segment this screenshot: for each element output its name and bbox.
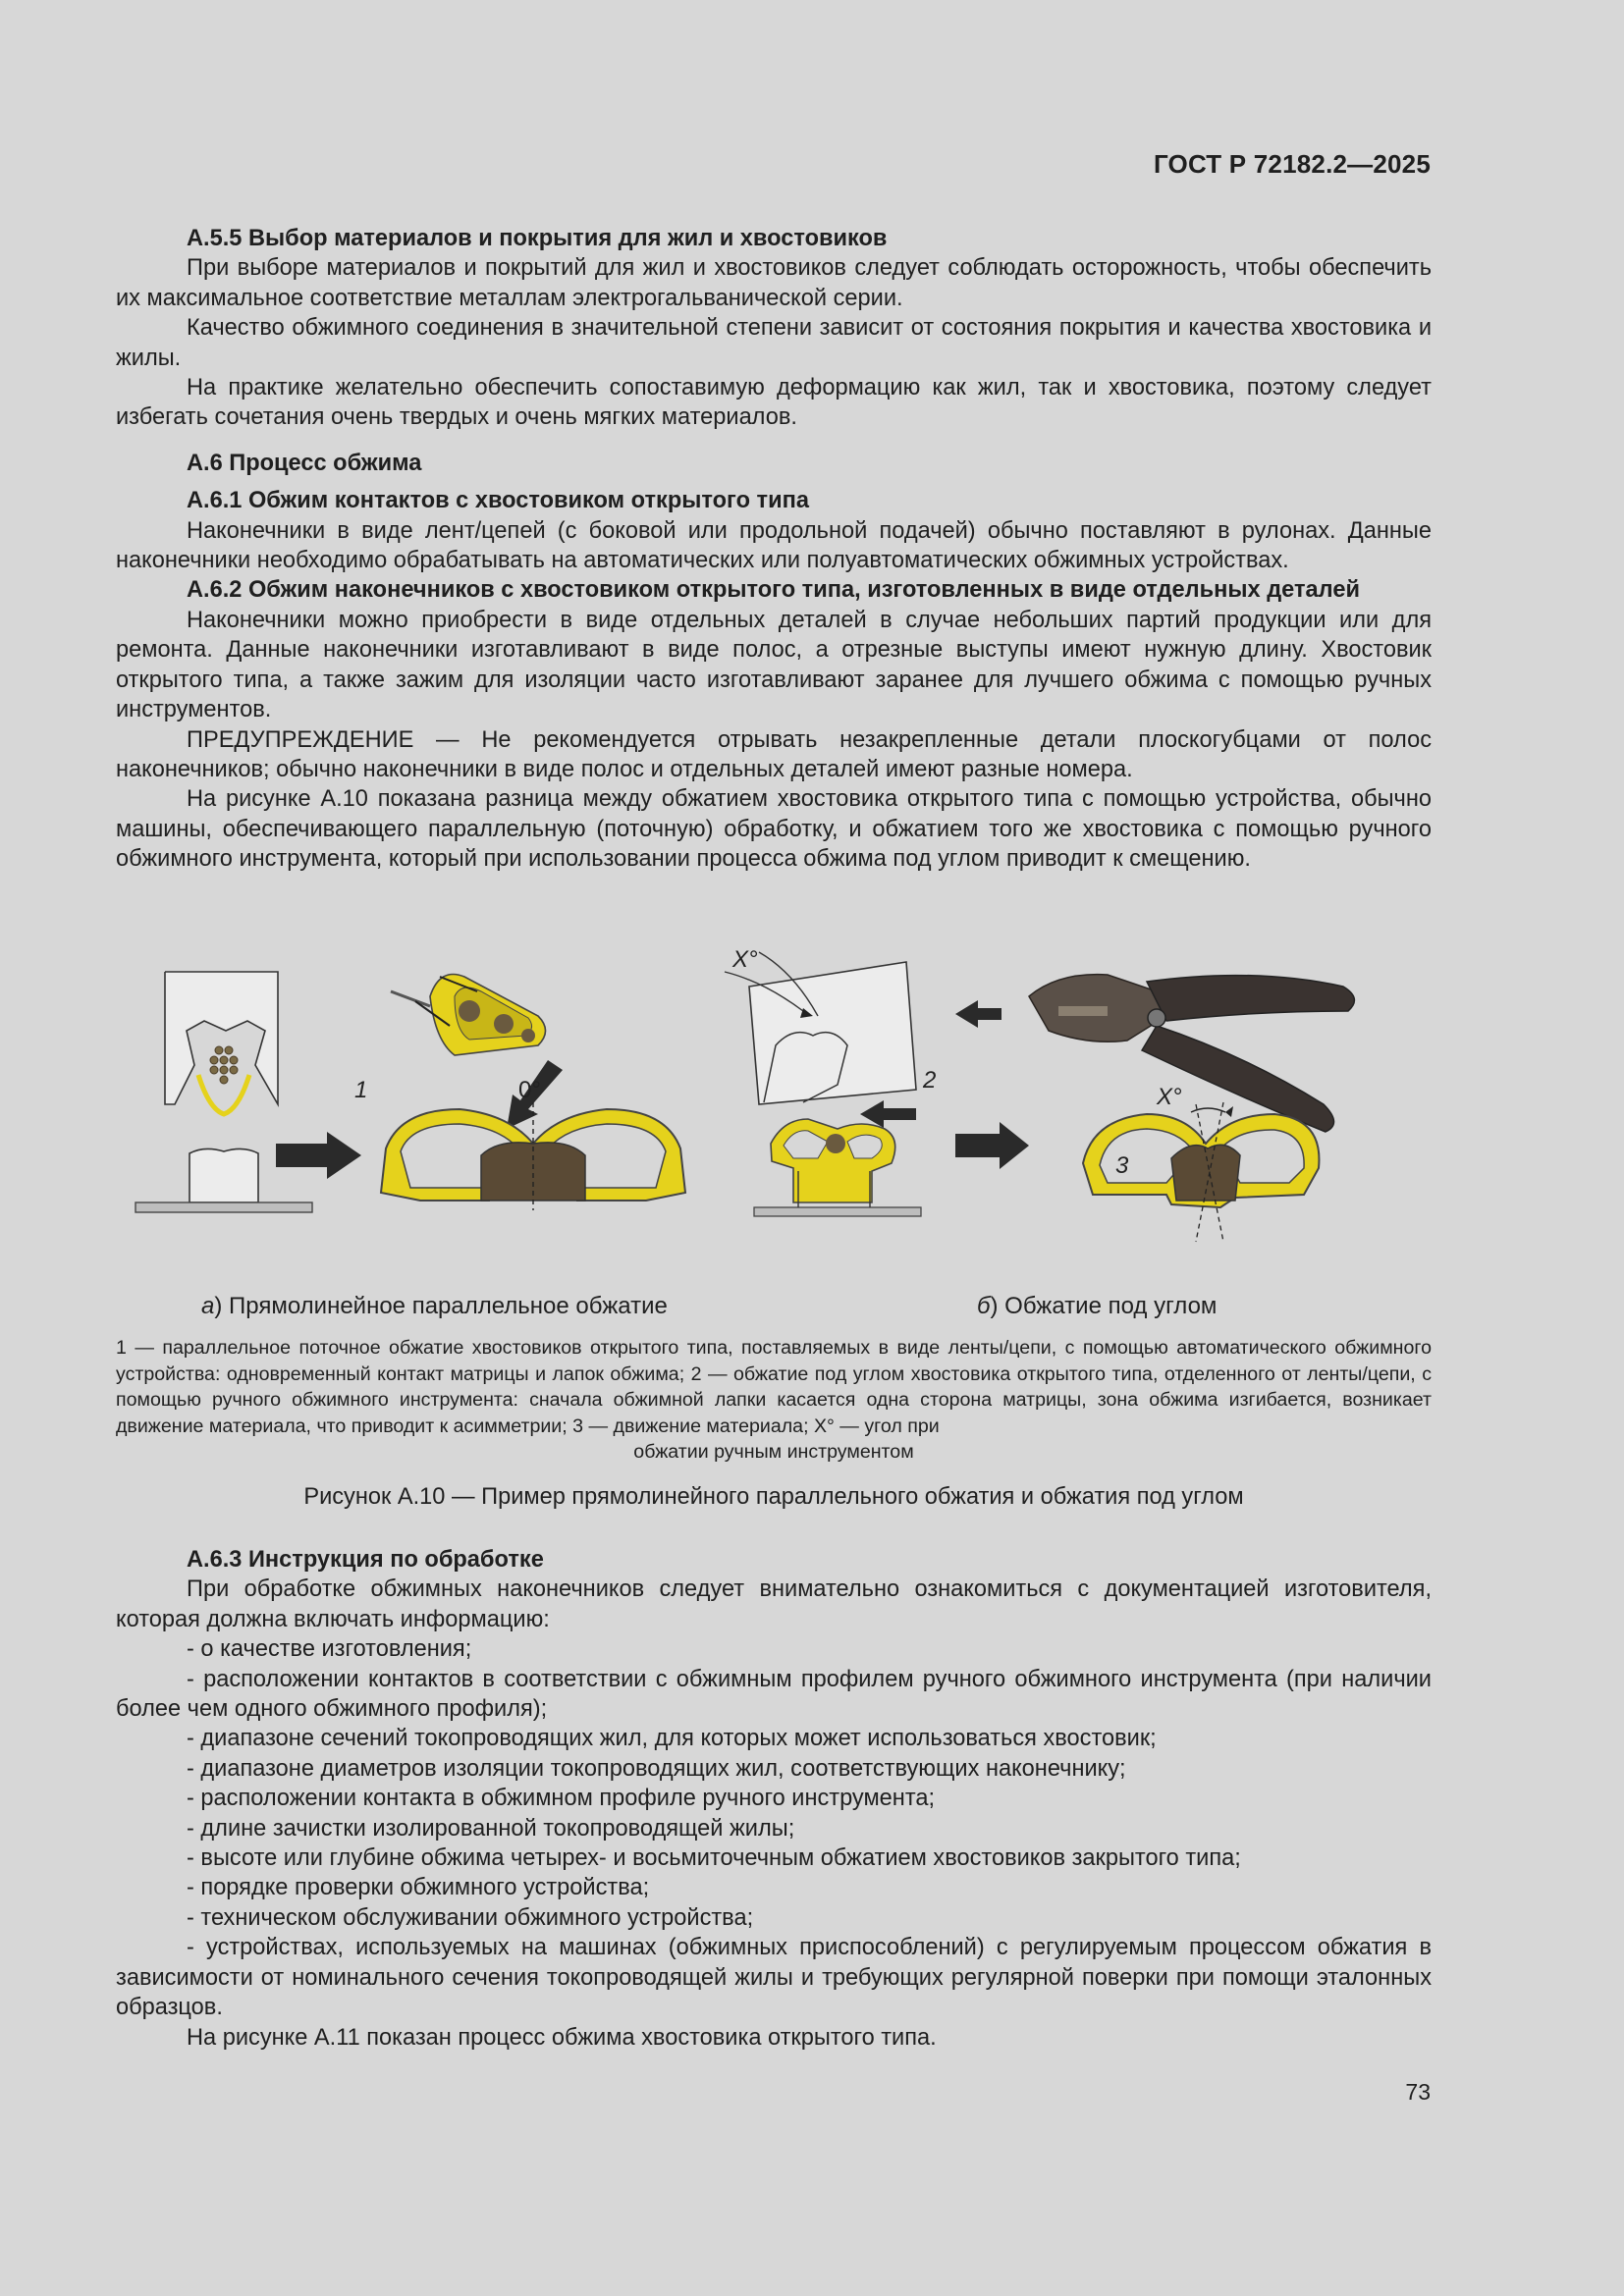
heading-a62: А.6.2 Обжим наконечников с хвостовиком открытого типа, изготовленных в виде отдельных деталей bbox=[187, 577, 1360, 604]
list-item: - расположении контактов в соответствии с обжимным профилем ручного обжимного инструмента (при наличии более чем одного обжимного профиля); bbox=[116, 1666, 1432, 1723]
arrow-icon bbox=[955, 1000, 1001, 1028]
figure-a10-illustration bbox=[116, 937, 1432, 1252]
list-item: - устройствах, используемых на машинах (обжимных приспособлений) с регулируемым процессом обжатия в зависимости от номинального сечения токопроводящей жилы и требующих регулярной поверки при помощи эталонных образцов. bbox=[116, 1935, 1432, 2021]
arrow-icon bbox=[276, 1132, 361, 1179]
figure-legend: 1 — параллельное поточное обжатие хвостовиков открытого типа, поставляемых в виде ленты/цепи, с помощью автоматического обжимного устройства: одновременный контакт матрицы и лапок обжима; 2 — обжатие под углом хвостовика открытого типа, отделенного от ленты/цепи, с помощью ручного обжимного инструмента: сначала обжимной лапки касается одна сторона матрицы, зона обжима изгибается, возникает движение материала, что приводит к асимметрии; 3 — движение материала; X° — угол при обжатии ручным инструментом bbox=[116, 1337, 1432, 1463]
paragraph: Наконечники в виде лент/цепей (с боковой или продольной подачей) обычно поставляют в рулонах. Данные наконечники необходимо обрабатывать на автоматических или полуавтоматических обжимных устройствах. bbox=[116, 517, 1432, 574]
heading-a6: А.6 Процесс обжима bbox=[187, 450, 422, 476]
list-item: - высоте или глубине обжима четырех- и восьмиточечным обжатием хвостовиков закрытого типа; bbox=[187, 1845, 1241, 1872]
list-item: - диапазоне диаметров изоляции токопроводящих жил, соответствующих наконечнику; bbox=[187, 1755, 1126, 1782]
heading-a63: А.6.3 Инструкция по обработке bbox=[187, 1547, 544, 1573]
paragraph: При обработке обжимных наконечников следует внимательно ознакомиться с документацией изготовителя, которая должна включать информацию: bbox=[116, 1576, 1432, 1632]
page-number: 73 bbox=[1405, 2079, 1431, 2105]
label-x-deg-bottom: X° bbox=[1157, 1084, 1182, 1110]
list-item: - расположении контакта в обжимном профиле ручного инструмента; bbox=[187, 1786, 936, 1812]
arrow-icon bbox=[955, 1122, 1029, 1169]
parallel-crimp-cross-section bbox=[381, 1102, 685, 1210]
paragraph: На рисунке А.10 показана разница между обжатием хвостовика открытого типа с помощью устройства, обычно машины, обеспечивающего параллельную (поточную) обработку, и обжатием того же хвостовика с помощью ручного обжимного инструмента, который при использовании процесса обжима под углом приводит к смещению. bbox=[116, 786, 1432, 873]
heading-a55: А.5.5 Выбор материалов и покрытия для жил и хвостовиков bbox=[187, 226, 888, 251]
label-2: 2 bbox=[923, 1067, 937, 1094]
paragraph: Наконечники можно приобрести в виде отдельных деталей в случае небольших партий продукции или для ремонта. Данные наконечники изготавливают в виде полос, а отрезные выступы имеют нужную длину. Хвостовик открытого типа, а также зажим для изоляции часто изготавливают заранее для лучшего обжима с помощью ручных инструментов. bbox=[116, 607, 1432, 723]
paragraph: На рисунке А.11 показан процесс обжима хвостовика открытого типа. bbox=[187, 2024, 937, 2051]
label-1: 1 bbox=[354, 1077, 368, 1103]
text-block-bottom bbox=[116, 1545, 1432, 2053]
list-item: - порядке проверки обжимного устройства; bbox=[187, 1875, 650, 1901]
label-0-deg: 0° bbox=[518, 1077, 541, 1103]
paragraph: На практике желательно обеспечить сопоставимую деформацию как жил, так и хвостовика, поэтому следует избегать сочетания очень твердых и очень мягких материалов. bbox=[116, 375, 1432, 431]
heading-a61: А.6.1 Обжим контактов с хвостовиком открытого типа bbox=[187, 488, 809, 514]
text-block-top bbox=[116, 224, 1432, 875]
list-item: - о качестве изготовления; bbox=[187, 1636, 472, 1663]
parallel-crimp-die bbox=[135, 972, 312, 1212]
paragraph: При выборе материалов и покрытий для жил и хвостовиков следует соблюдать осторожность, чтобы обеспечить их максимальное соответствие металлам электрогальванической серии. bbox=[116, 255, 1432, 311]
list-item: - диапазоне сечений токопроводящих жил, для которых может использоваться хвостовик; bbox=[187, 1726, 1157, 1752]
angled-crimp-die bbox=[725, 946, 921, 1216]
warning-paragraph: ПРЕДУПРЕЖДЕНИЕ — Не рекомендуется отрывать незакрепленные детали плоскогубцами от полос наконечников; обычно наконечники в виде полос и отдельных деталей имеют разные номера. bbox=[116, 726, 1432, 782]
hand-crimp-tool bbox=[1029, 975, 1354, 1132]
list-item: - техническом обслуживании обжимного устройства; bbox=[187, 1904, 754, 1931]
figure-caption-b: б) Обжатие под углом bbox=[977, 1293, 1218, 1319]
list-item: - длине зачистки изолированной токопроводящей жилы; bbox=[187, 1815, 795, 1842]
document-header: ГОСТ Р 72182.2—2025 bbox=[1153, 149, 1431, 179]
label-x-deg-top: X° bbox=[732, 946, 758, 973]
figure-caption-a: а) Прямолинейное параллельное обжатие bbox=[201, 1293, 668, 1319]
open-barrel-terminal-perspective bbox=[391, 975, 546, 1056]
label-3: 3 bbox=[1115, 1152, 1129, 1179]
paragraph: Качество обжимного соединения в значительной степени зависит от состояния покрытия и качества хвостовика и жилы. bbox=[116, 315, 1432, 371]
figure-title: Рисунок А.10 — Пример прямолинейного параллельного обжатия и обжатия под углом bbox=[303, 1484, 1244, 1510]
